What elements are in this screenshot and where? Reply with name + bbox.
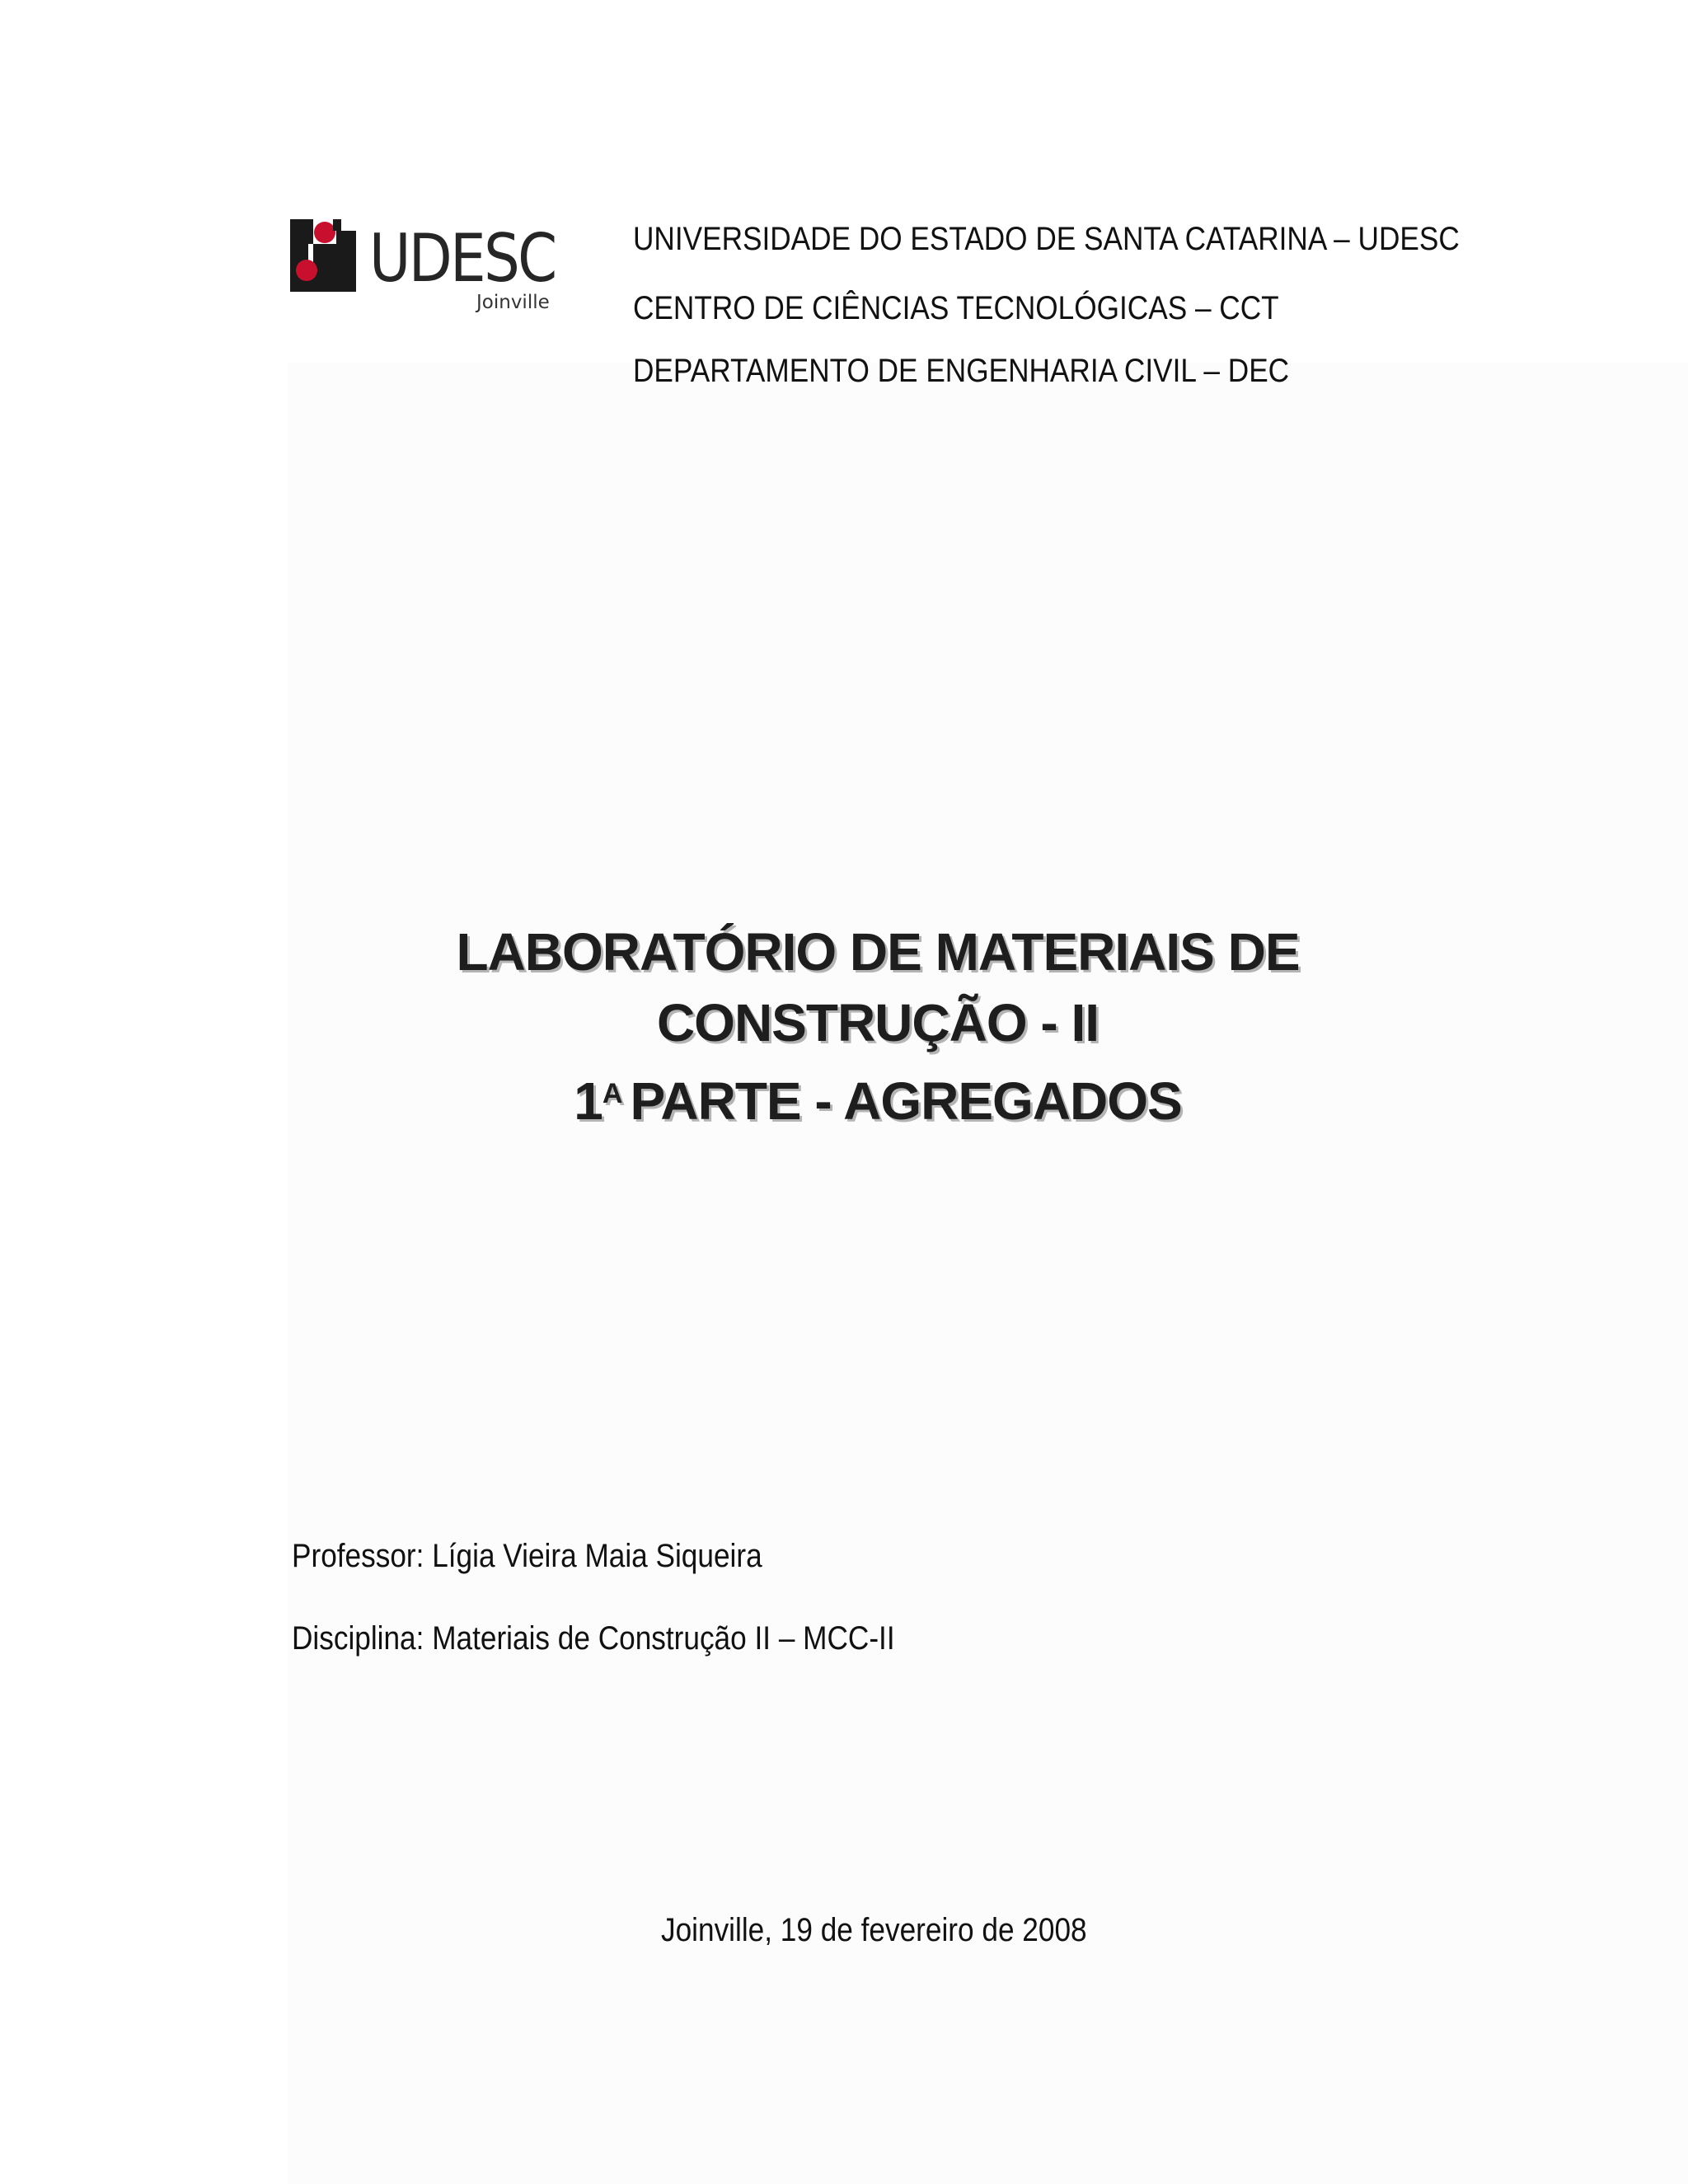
logo-wordmark: UDESC (369, 220, 556, 297)
professor-line: Professor: Lígia Vieira Maia Siqueira (292, 1538, 762, 1574)
document-title (0, 916, 1688, 1137)
title-part-superscript: A (602, 1078, 622, 1109)
university-name: UNIVERSIDADE DO ESTADO DE SANTA CATARINA – UDESC (633, 221, 1460, 257)
udesc-logo (290, 216, 570, 323)
logo-city: Joinville (476, 292, 550, 313)
title-line-1: LABORATÓRIO DE MATERIAIS DE (456, 922, 1300, 982)
document-date: Joinville, 19 de fevereiro de 2008 (661, 1912, 1087, 1948)
discipline-line: Disciplina: Materiais de Construção II – MCC-II (292, 1620, 895, 1657)
page-background (288, 363, 1688, 2184)
title-part-name: PARTE - AGREGADOS (630, 1071, 1182, 1131)
department-name: DEPARTAMENTO DE ENGENHARIA CIVIL – DEC (633, 353, 1290, 389)
udesc-logo-mark-icon (290, 219, 359, 295)
title-line-3 (0, 1058, 1688, 1137)
title-line-2: CONSTRUÇÃO - II (656, 993, 1100, 1052)
title-part-number: 1 (574, 1071, 603, 1131)
center-name: CENTRO DE CIÊNCIAS TECNOLÓGICAS – CCT (633, 290, 1279, 326)
